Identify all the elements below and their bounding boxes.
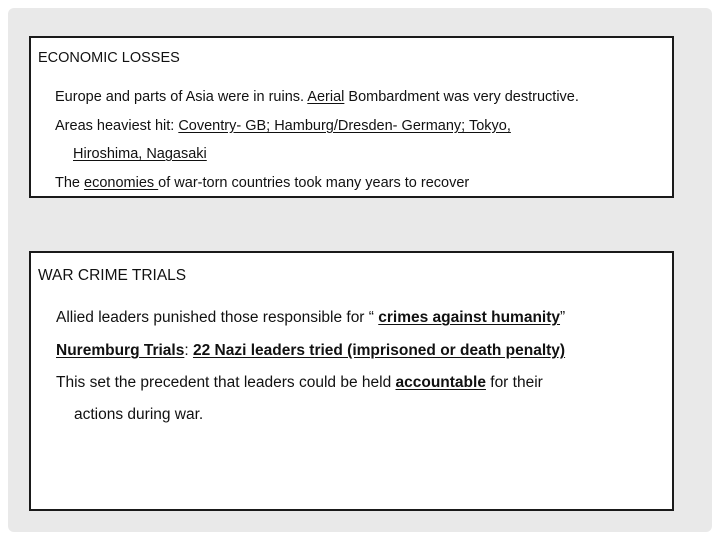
text-span: The [55,175,85,191]
text-span: for their [485,374,543,391]
text-span: of war-torn countries took many years to recover [158,175,470,191]
war-crimes-line-4: actions during war. [74,406,204,423]
underlined-term: Coventry- GB; Hamburg/Dresden- Germany; Tokyo, [178,118,511,134]
text-span: Allied leaders punished those responsible for “ [56,309,379,326]
underlined-term: Aerial [307,89,345,105]
underlined-term: Hiroshima, Nagasaki [73,146,207,162]
underlined-term: 22 Nazi leaders tried (imprisoned or death penalty) [192,342,566,359]
text-span: ” [560,309,566,326]
economic-line-4 [55,175,469,191]
underlined-term: crimes against humanity [378,309,561,326]
war-crime-trials-heading: WAR CRIME TRIALS [38,267,187,284]
underlined-term: Nuremburg Trials [56,342,185,359]
war-crimes-line-2 [56,342,565,360]
economic-line-2 [55,118,511,134]
text-span: Europe and parts of Asia were in ruins. [55,89,308,105]
underlined-term: accountable [395,374,486,391]
text-span: Areas heaviest hit: [55,118,179,134]
war-crime-trials-box [29,251,674,511]
war-crimes-line-3 [56,374,543,392]
economic-line-1 [55,89,579,105]
text-span: This set the precedent that leaders could be held [56,374,396,391]
economic-losses-box [29,36,674,198]
underlined-term: economies [84,175,159,191]
text-span: Bombardment was very destructive. [344,89,579,105]
economic-losses-heading: ECONOMIC LOSSES [38,50,180,66]
war-crimes-line-1 [56,309,565,327]
text-span: : [184,342,193,359]
economic-line-3 [73,146,207,162]
